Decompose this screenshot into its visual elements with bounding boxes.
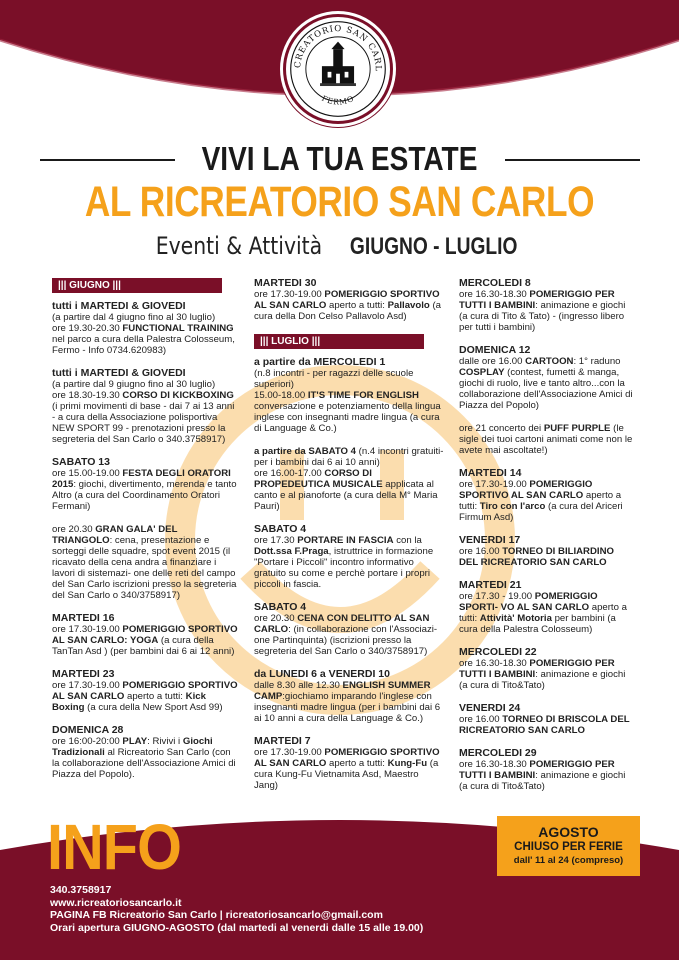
info-website[interactable]: www.ricreatoriosancarlo.it <box>50 896 182 909</box>
event-item: SABATO 4 ore 17.30 PORTARE IN FASCIA con la Dott.ssa F.Praga, istruttrice in formazione "Portare i Piccoli" incontro informativo gratuito su come e perchè portare i propri piccoli in fascia. <box>254 523 434 590</box>
event-item: MERCOLEDI 8 ore 16.30-18.30 POMERIGGIO PER TUTTI I BAMBINI: animazione e giochi (a cura di Tito & Tato) - (ingresso libero per tutti i bambini) <box>459 277 626 333</box>
title-line-2: AL RICREATORIO SAN CARLO <box>84 178 595 226</box>
event-item: MERCOLEDI 29 ore 16.30-18.30 POMERIGGIO PER TUTTI I BAMBINI: animazione e giochi (a cura di Tito&Tato) <box>459 747 626 792</box>
event-item: MARTEDI 7 ore 17.30-19.00 POMERIGGIO SPORTIVO AL SAN CARLO aperto a tutti: Kung-Fu (a cura Kung-Fu Vietnamita Asd, Maestro Jang) <box>254 735 440 791</box>
event-item: VENERDI 24 ore 16.00 TORNEO DI BRISCOLA DEL RICREATORIO SAN CARLO <box>459 702 630 736</box>
info-hours: Orari apertura GIUGNO-AGOSTO (dal martedi al venerdi dalle 15 alle 19.00) <box>50 921 424 934</box>
event-item: DOMENICA 28 ore 16:00-20:00 PLAY: Rivivi i Giochi Tradizionali al Ricreatorio San Carlo (con la collaborazione dell'Associazione Amici di Piazza del Popolo). <box>52 724 236 780</box>
subtitle <box>0 232 679 261</box>
event-item: MARTEDI 16 ore 17.30-19.00 POMERIGGIO SPORTIVO AL SAN CARLO: YOGA (a cura della TanTan Asd ) (per bambini dai 6 ai 12 anni) <box>52 612 238 657</box>
event-item: MARTEDI 14 ore 17.30-19.00 POMERIGGIO SPORTIVO AL SAN CARLO aperto a tutti: Tiro con l'arco (a cura del Ariceri Firmum Asd) <box>459 467 623 523</box>
agosto-title: AGOSTO <box>538 824 599 840</box>
event-item: MARTEDI 21 ore 17.30 - 19.00 POMERIGGIO SPORTI- VO AL SAN CARLO aperto a tutti: Attività' Motoria per bambini (a cura della Palestra Colosseum) <box>459 579 627 635</box>
event-item: VENERDI 17 ore 16.00 TORNEO DI BILIARDINO DEL RICREATORIO SAN CARLO <box>459 534 614 568</box>
agosto-closed-box <box>497 816 640 876</box>
event-item: a partire da MERCOLEDI 1 (n.8 incontri - per ragazzi delle scuole superiori) 15.00-18.00 IT'S TIME FOR ENGLISH conversazione e potenziamento della lingua inglese con insegnanti madre lingua (a cura di Language & Co.) <box>254 356 441 434</box>
event-item: DOMENICA 12 dalle ore 16.00 CARTOON: 1° raduno COSPLAY (contest, fumetti & manga, giochi di ruolo, live e tanto altro...con la collaborazione dell'Associazione Amici di Piazza del Popolo) <box>459 344 633 411</box>
subtitle-months: GIUGNO - LUGLIO <box>350 233 518 260</box>
event-item: SABATO 4 ore 20.30 CENA CON DELITTO AL SAN CARLO: (in collaborazione con l'Associazi- one Partinquinta) (iscrizioni presso la segreteria del San Carlo o 340/3758917) <box>254 601 438 657</box>
logo-top-text: CREATORIO SAN CARL <box>293 24 383 73</box>
event-item: ore 21 concerto dei PUFF PURPLE (le sigle dei tuoi cartoni animati come non le avete mai ascoltate!) <box>459 423 633 456</box>
info-facebook[interactable]: PAGINA FB Ricreatorio San Carlo | ricreatoriosancarlo@gmail.com <box>50 909 383 921</box>
event-item: SABATO 13 ore 15.00-19.00 FESTA DEGLI ORATORI 2015: giochi, divertimento, merenda e tanto Altro (a cura del Coordinamento Oratori Fermani) <box>52 456 237 512</box>
event-item: a partire da SABATO 4 (n.4 incontri gratuiti- per i bambini dai 6 ai 10 anni) ore 16.00-17.00 CORSO DI PROPEDEUTICA MUSICALE applicata al canto e al pianoforte (a cura della M° Maria Pauri) <box>254 446 444 512</box>
info-phone: 340.3758917 <box>50 884 112 896</box>
event-item: MARTEDI 23 ore 17.30-19.00 POMERIGGIO SPORTIVO AL SAN CARLO aperto a tutti: Kick Boxing (a cura della New Sport Asd 99) <box>52 668 238 713</box>
event-item: da LUNEDI 6 a VENERDI 10 dalle 8.30 alle 12.30 ENGLISH SUMMER CAMP:giochiamo imparando l'inglese con insegnanti madre lingua (per i bambini dai 6 ai 10 anni a cura della Language & Co.) <box>254 668 441 724</box>
event-item: MERCOLEDI 22 ore 16.30-18.30 POMERIGGIO PER TUTTI I BAMBINI: animazione e giochi (a cura di Tito&Tato) <box>459 646 626 691</box>
title-line-1: VIVI LA TUA ESTATE <box>201 140 478 177</box>
logo <box>283 14 393 124</box>
event-item: tutti i MARTEDI & GIOVEDI (a partire dal 4 giugno fino al 30 luglio) ore 19.30-20.30 FUNCTIONAL TRAINING nel parco a cura della Palestra Colosseum, Fermo - Info 0734.620983) <box>52 300 235 356</box>
section-label-giugno: ||| GIUGNO ||| <box>52 278 222 293</box>
column-giugno <box>52 278 240 792</box>
agosto-closed: CHIUSO PER FERIE <box>514 841 623 853</box>
info-title: INFO <box>47 811 181 883</box>
info-contacts <box>50 884 423 934</box>
event-item: MARTEDI 30 ore 17.30-19.00 POMERIGGIO SPORTIVO AL SAN CARLO aperto a tutti: Pallavolo (a cura della Don Celso Pallavolo Asd) <box>254 277 441 322</box>
church-building-icon <box>320 42 356 86</box>
section-label-luglio: ||| LUGLIO ||| <box>254 334 424 349</box>
logo-bottom-text: FERMO <box>320 93 356 107</box>
agosto-dates: dall' 11 al 24 (compreso) <box>513 855 624 866</box>
column-luglio-2 <box>459 278 635 804</box>
subtitle-events: Eventi & Attività <box>155 232 322 260</box>
event-item: tutti i MARTEDI & GIOVEDI (a partire dal 9 giugno fino al 30 luglio) ore 18.30-19.30 CORSO DI KICKBOXING (i primi movimenti di base - dai 7 ai 13 anni - a cura della Associazione polisportiva NEW SPORT 99 - prenotazioni presso la segreteria del San Carlo o 340.3758917) <box>52 367 235 445</box>
event-item: ore 20.30 GRAN GALA' DEL TRIANGOLO: cena, presentazione e sorteggi delle squadre, spot event 2015 (il ricavato della cena andra a finanziare i lavori di sistemazi- one delle reti del campo del San Carlo iscrizioni presso la segreteria del San Carlo o 340/3758917) <box>52 524 237 601</box>
column-luglio-1 <box>254 278 444 803</box>
